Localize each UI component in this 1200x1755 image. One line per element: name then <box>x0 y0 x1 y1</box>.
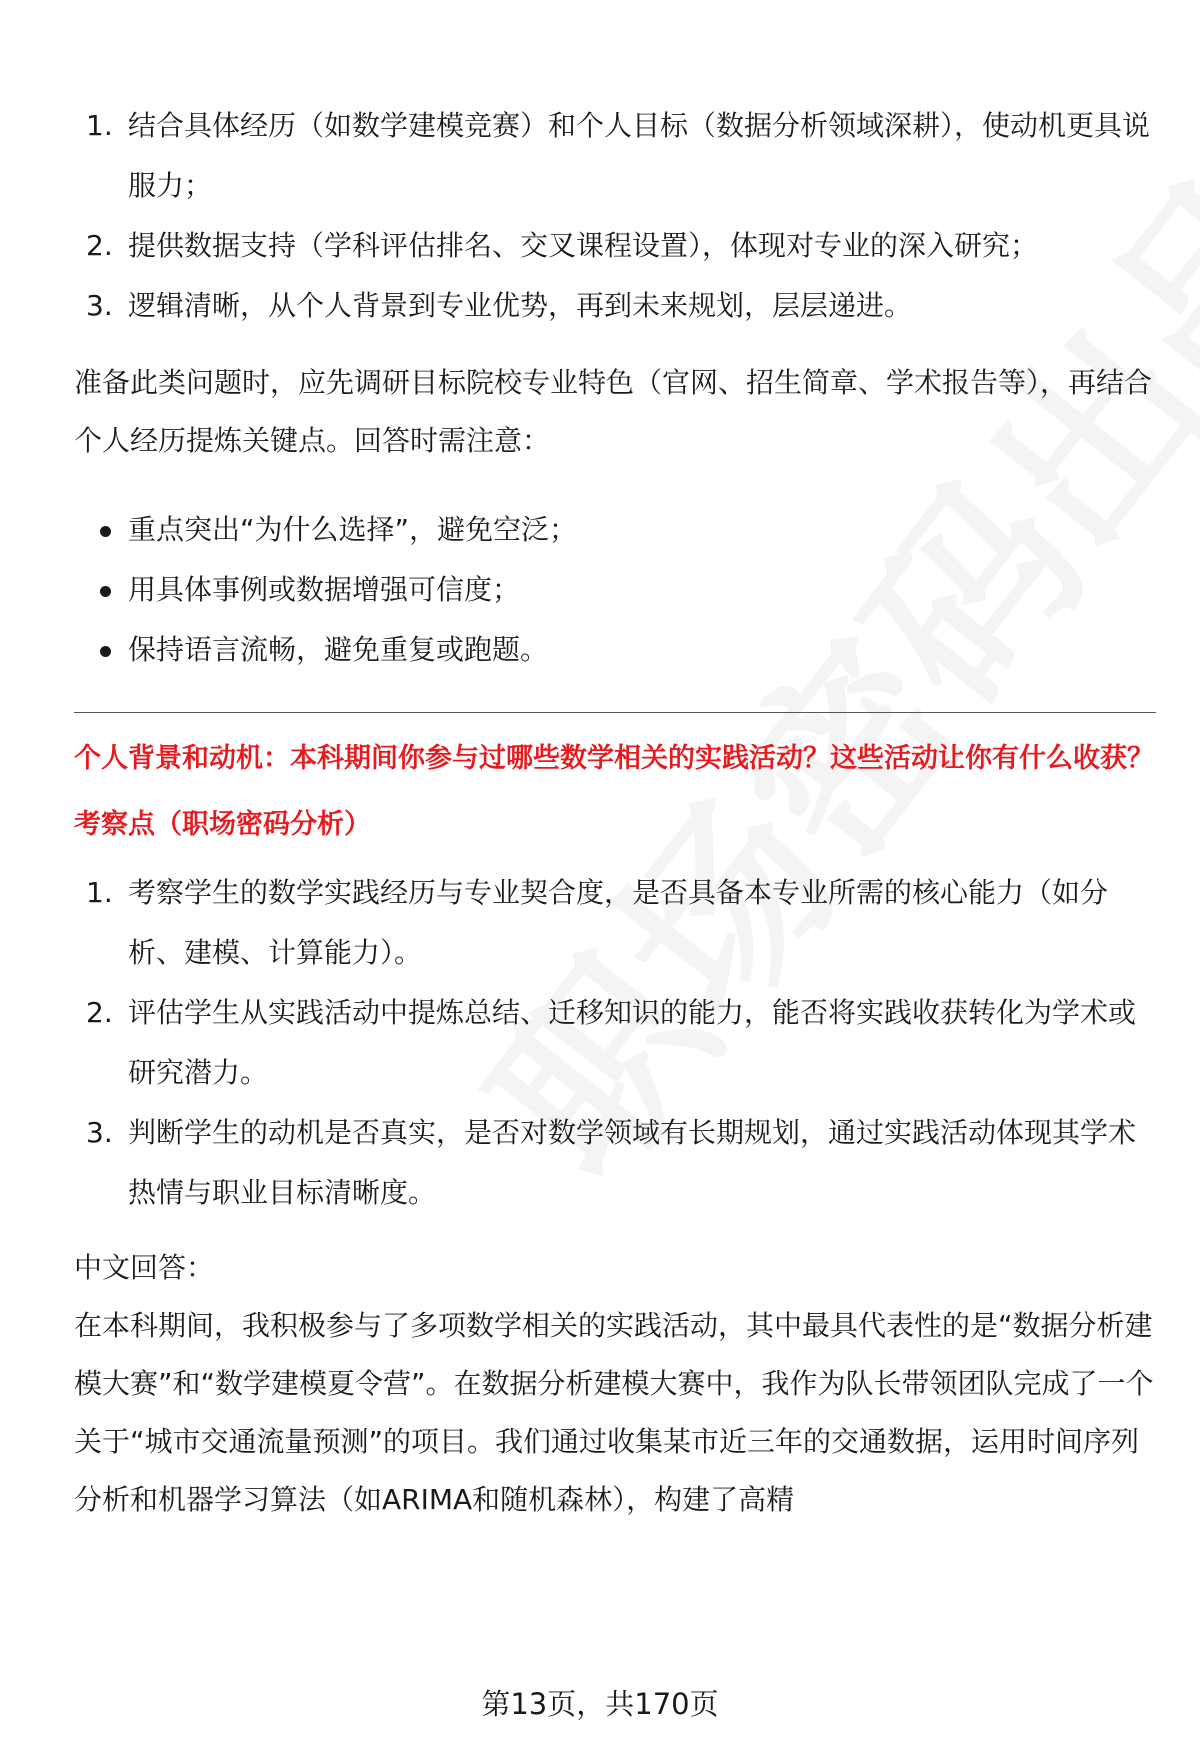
section-divider <box>74 712 1156 713</box>
list-item-text: 提供数据支持（学科评估排名、交叉课程设置），体现对专业的深入研究； <box>128 229 1039 262</box>
page-content <box>74 96 1158 1529</box>
list-item-text: 结合具体经历（如数学建模竞赛）和个人目标（数据分析领域深耕），使动机更具说服力； <box>128 109 1151 202</box>
list-item <box>74 863 1158 983</box>
page-footer: 第13页，共170页 <box>481 1687 719 1721</box>
answer-paragraph: 在本科期间，我积极参与了多项数学相关的实践活动，其中最具代表性的是“数据分析建模大赛”和“数学建模夏令营”。在数据分析建模大赛中，我作为队长带领团队完成了一个关于“城市交通流量预测”的项目。我们通过收集某市近三年的交通数据，运用时间序列分析和机器学习算法（如ARIMA和随机森林），构建了高精 <box>74 1309 1154 1516</box>
list-item <box>74 1103 1158 1223</box>
bullet-dot-icon <box>100 586 111 597</box>
list-number: 3. <box>86 1116 113 1149</box>
bullet-dot-icon <box>100 526 111 537</box>
list-item-text: 保持语言流畅，避免重复或跑题。 <box>128 633 549 666</box>
list-item <box>74 216 1158 276</box>
list-item-text: 重点突出“为什么选择”，避免空泛； <box>128 513 578 546</box>
list-item-text: 评估学生从实践活动中提炼总结、迁移知识的能力，能否将实践收获转化为学术或研究潜力。 <box>128 996 1137 1089</box>
list-number: 2. <box>86 229 113 262</box>
numbered-list-points <box>74 863 1158 1223</box>
list-item-text: 判断学生的动机是否真实，是否对数学领域有长期规划，通过实践活动体现其学术热情与职业目标清晰度。 <box>128 1116 1137 1209</box>
question-heading: 个人背景和动机：本科期间你参与过哪些数学相关的实践活动？这些活动让你有什么收获？ <box>74 743 1154 774</box>
bullet-dot-icon <box>100 646 111 657</box>
list-item <box>74 276 1158 336</box>
list-item-text: 考察学生的数学实践经历与专业契合度，是否具备本专业所需的核心能力（如分析、建模、计算能力）。 <box>128 876 1109 969</box>
list-item-text: 用具体事例或数据增强可信度； <box>128 573 521 606</box>
bullet-list <box>74 500 1158 680</box>
list-item <box>74 983 1158 1103</box>
list-item <box>74 500 1158 560</box>
numbered-list-tips <box>74 96 1158 336</box>
list-item-text: 逻辑清晰，从个人背景到专业优势，再到未来规划，层层递进。 <box>128 289 913 322</box>
list-item <box>74 560 1158 620</box>
list-number: 1. <box>86 109 113 142</box>
list-number: 1. <box>86 876 113 909</box>
prep-paragraph: 准备此类问题时，应先调研目标院校专业特色（官网、招生简章、学术报告等），再结合个人经历提炼关键点。回答时需注意： <box>74 366 1153 457</box>
answer-label: 中文回答： <box>74 1251 215 1284</box>
point-title: 考察点（职场密码分析） <box>74 809 371 840</box>
list-number: 2. <box>86 996 113 1029</box>
list-number: 3. <box>86 289 113 322</box>
list-item <box>74 620 1158 680</box>
list-item <box>74 96 1158 216</box>
